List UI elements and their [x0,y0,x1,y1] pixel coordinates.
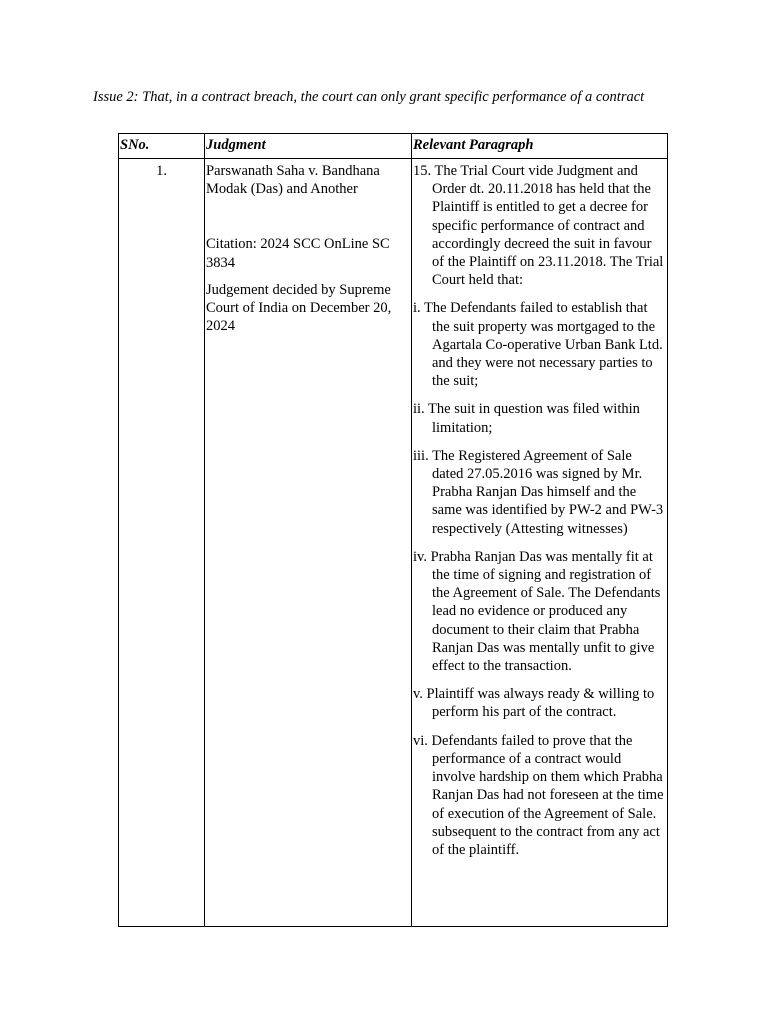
table-row [119,159,668,927]
issue-heading: Issue 2: That, in a contract breach, the court can only grant specific performance of a contract [93,89,645,105]
paragraph-iii: iii. The Registered Agreement of Sale dated 27.05.2016 was signed by Mr. Prabha Ranjan Das himself and the same was identified by PW-2 and PW-3 respectively (Attesting witnesses) [413,447,664,537]
paragraph-i: i. The Defendants failed to establish that the suit property was mortgaged to the Agartala Co-operative Urban Bank Ltd. and they were not necessary parties to the suit; [413,300,663,390]
judgment-citation: Citation: 2024 SCC OnLine SC 3834 [206,236,390,271]
paragraph-ii: ii. The suit in question was filed within limitation; [413,401,640,436]
judgment-cell [205,159,412,927]
header-sno: SNo. [119,134,205,159]
judgment-title: Parswanath Saha v. Bandhana Modak (Das) and Another [206,163,380,198]
relevant-paragraph-cell [412,159,668,927]
judgments-table [118,133,668,927]
paragraph-v: v. Plaintiff was always ready & willing to perform his part of the contract. [413,686,655,721]
header-relevant-paragraph: Relevant Paragraph [412,134,668,159]
paragraph-iv: iv. Prabha Ranjan Das was mentally fit at the time of signing and registration of the Agreement of Sale. The Defendants lead no evidence or produced any document to their claim that Prabha Ranjan Das was mentally unfit to give effect to the transaction. [413,548,661,675]
table-header-row [119,134,668,159]
paragraph-15: 15. The Trial Court vide Judgment and Order dt. 20.11.2018 has held that the Plaintiff is entitled to get a decree for specific performance of contract and accordingly decreed the suit in favour of the Plaintiff on 23.11.2018. The Trial Court held that: [413,163,664,289]
judgment-decided: Judgement decided by Supreme Court of India on December 20, 2024 [206,281,392,335]
header-judgment: Judgment [205,134,412,159]
sno-cell: 1. [119,159,205,927]
paragraph-vi: vi. Defendants failed to prove that the performance of a contract would involve hardship on them which Prabha Ranjan Das had not foreseen at the time of execution of the Agreement of Sale. subsequent to the contract from any act of the plaintiff. [413,732,664,858]
